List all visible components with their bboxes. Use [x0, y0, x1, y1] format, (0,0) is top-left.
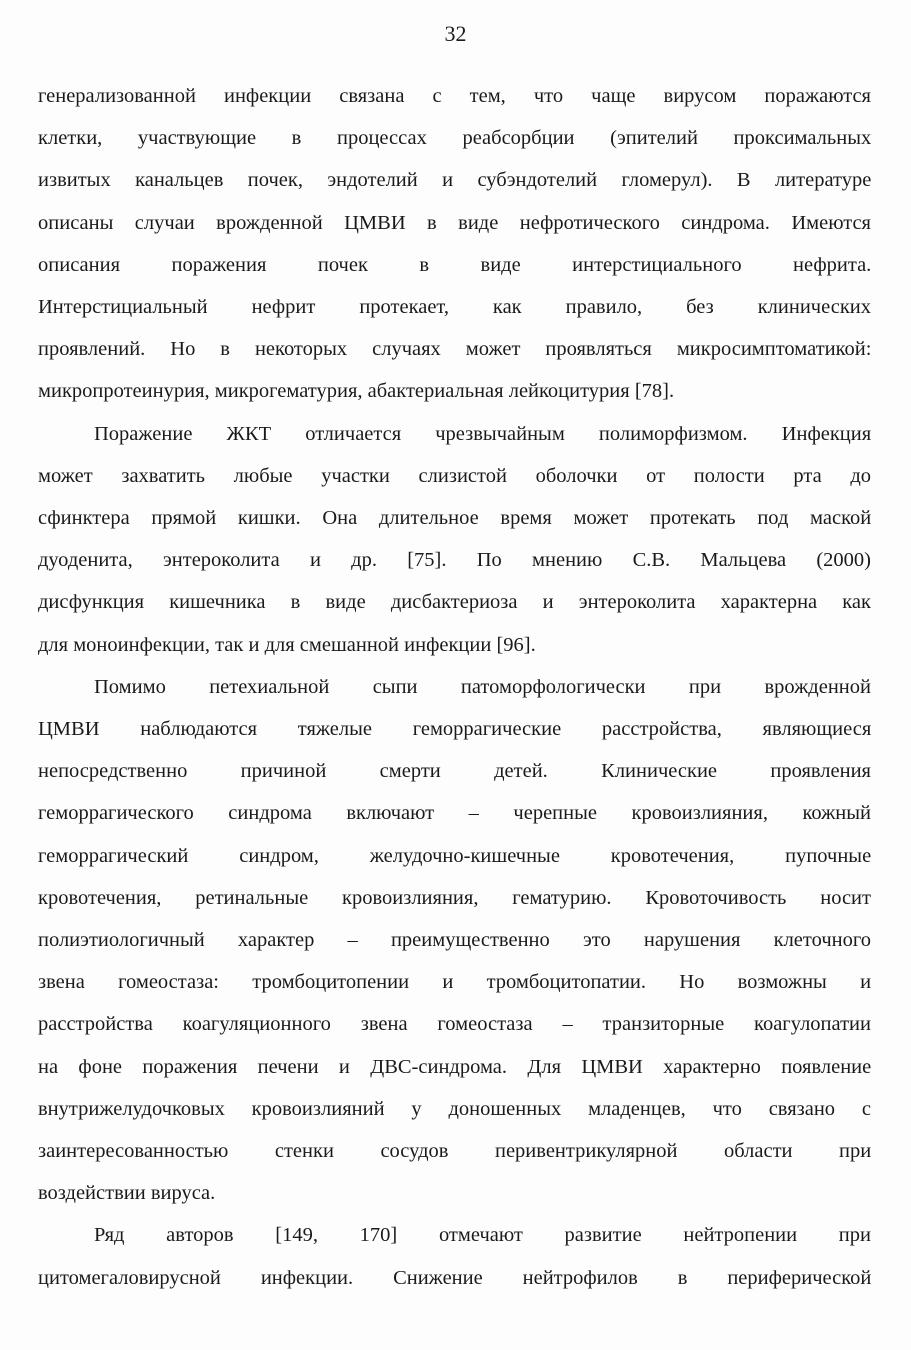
text-line: генерализованной инфекции связана с тем, что чаще вирусом поражаются [38, 85, 871, 107]
text-line: кровотечения, ретинальные кровоизлияния, гематурию. Кровоточивость носит [38, 886, 871, 909]
text-line: микропротеинурия, микрогематурия, абактериальная лейкоцитурия [78]. [38, 380, 675, 403]
text-line: Помимо петехиальной сыпи патоморфологически при врожденной [94, 675, 871, 698]
text-line: сфинктера прямой кишки. Она длительное время может протекать под маской [38, 507, 872, 530]
text-line: клетки, участвующие в процессах реабсорбции (эпителий проксимальных [38, 127, 872, 150]
text-line: заинтересованностью стенки сосудов перивентрикулярной области при [38, 1140, 872, 1163]
text-line: непосредственно причиной смерти детей. Клинические проявления [38, 760, 871, 783]
text-line: полиэтиологичный характер – преимущественно это нарушения клеточного [38, 929, 871, 952]
text-line: цитомегаловирусной инфекции. Снижение нейтрофилов в периферической [38, 1266, 872, 1289]
text-line: Ряд авторов [149, 170] отмечают развитие нейтропении при [94, 1224, 871, 1247]
text-line: дисфункция кишечника в виде дисбактериоза и энтероколита характерна как [38, 591, 871, 614]
text-line: геморрагического синдрома включают – черепные кровоизлияния, кожный [38, 802, 871, 825]
text-line: расстройства коагуляционного звена гомеостаза – транзиторные коагулопатии [38, 1013, 871, 1036]
text-line: внутрижелудочковых кровоизлияний у доношенных младенцев, что связано с [38, 1097, 871, 1120]
text-line: звена гомеостаза: тромбоцитопении и тромбоцитопатии. Но возможны и [38, 971, 872, 994]
text-line: для моноинфекции, так и для смешанной инфекции [96]. [38, 633, 536, 656]
page-number: 32 [444, 21, 467, 46]
text-line: описания поражения почек в виде интерстициального нефрита. [38, 253, 872, 276]
text-line: воздействии вируса. [38, 1182, 216, 1205]
text-line: геморрагический синдром, желудочно-кишечные кровотечения, пупочные [38, 844, 872, 867]
paragraph-gi-tract [38, 413, 871, 666]
paragraph-kidney-lesions [38, 75, 871, 413]
paragraph-neutropenia [38, 1214, 871, 1298]
text-line: ЦМВИ наблюдаются тяжелые геморрагические расстройства, являющиеся [38, 718, 872, 741]
text-line: извитых канальцев почек, эндотелий и субэндотелий гломерул). В литературе [38, 169, 872, 192]
text-line: проявлений. Но в некоторых случаях может проявляться микросимптоматикой: [38, 338, 872, 361]
body-text [38, 75, 871, 1299]
text-line: дуоденита, энтероколита и др. [75]. По мнению С.В. Мальцева (2000) [38, 549, 871, 572]
text-line: на фоне поражения печени и ДВС-синдрома. Для ЦМВИ характерно появление [38, 1055, 872, 1078]
text-line: может захватить любые участки слизистой оболочки от полости рта до [38, 464, 872, 487]
text-line: описаны случаи врожденной ЦМВИ в виде нефротического синдрома. Имеются [38, 211, 871, 234]
text-line: Поражение ЖКТ отличается чрезвычайным полиморфизмом. Инфекция [94, 422, 872, 445]
text-line: Интерстициальный нефрит протекает, как правило, без клинических [38, 296, 871, 319]
paragraph-hemorrhagic [38, 666, 871, 1215]
